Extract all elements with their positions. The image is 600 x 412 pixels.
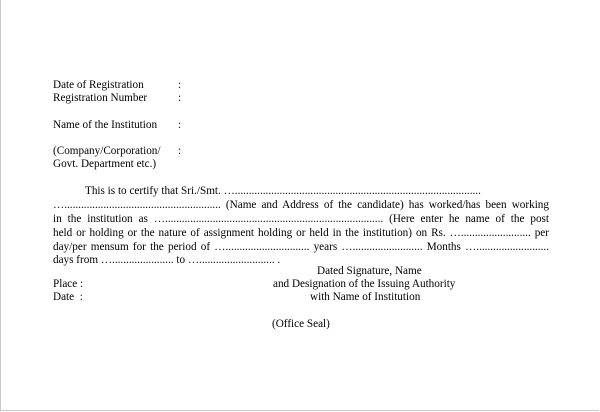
body-line-4: held or holding or the nature of assignment holding or held in the institution) on Rs. …......................... per [53, 227, 549, 239]
body-line-3: in the institution as ….............................................................................. (Here enter he name of the post [53, 213, 549, 225]
colon: : [178, 119, 182, 131]
body-line-5: day/per mensum for the period of ….............................. years …......................... Months ….......................... [53, 241, 549, 253]
company-label-line1: (Company/Corporation/ [53, 145, 161, 157]
colon: : [178, 92, 182, 104]
date-label: Date : [53, 291, 83, 303]
signature-line-1: Dated Signature, Name [317, 265, 422, 277]
signature-line-2: and Designation of the Issuing Authority [273, 278, 456, 290]
colon: : [178, 145, 182, 157]
registration-number-label: Registration Number [53, 92, 148, 104]
place-label: Place : [53, 278, 84, 290]
colon: : [178, 79, 182, 91]
institution-name-label: Name of the Institution [53, 119, 158, 131]
body-line-6: days from …...................... to …........................... . [53, 254, 281, 266]
signature-line-3: with Name of Institution [310, 291, 421, 303]
body-line-2: …........................................................ (Name and Address of the candidate) has worked/has been working [53, 199, 549, 211]
date-of-registration-label: Date of Registration [53, 79, 144, 91]
company-label-line2: Govt. Department etc.) [53, 158, 157, 170]
office-seal-label: (Office Seal) [272, 318, 330, 330]
body-line-1: This is to certify that Sri./Smt. …........................................................................................ [85, 185, 481, 197]
